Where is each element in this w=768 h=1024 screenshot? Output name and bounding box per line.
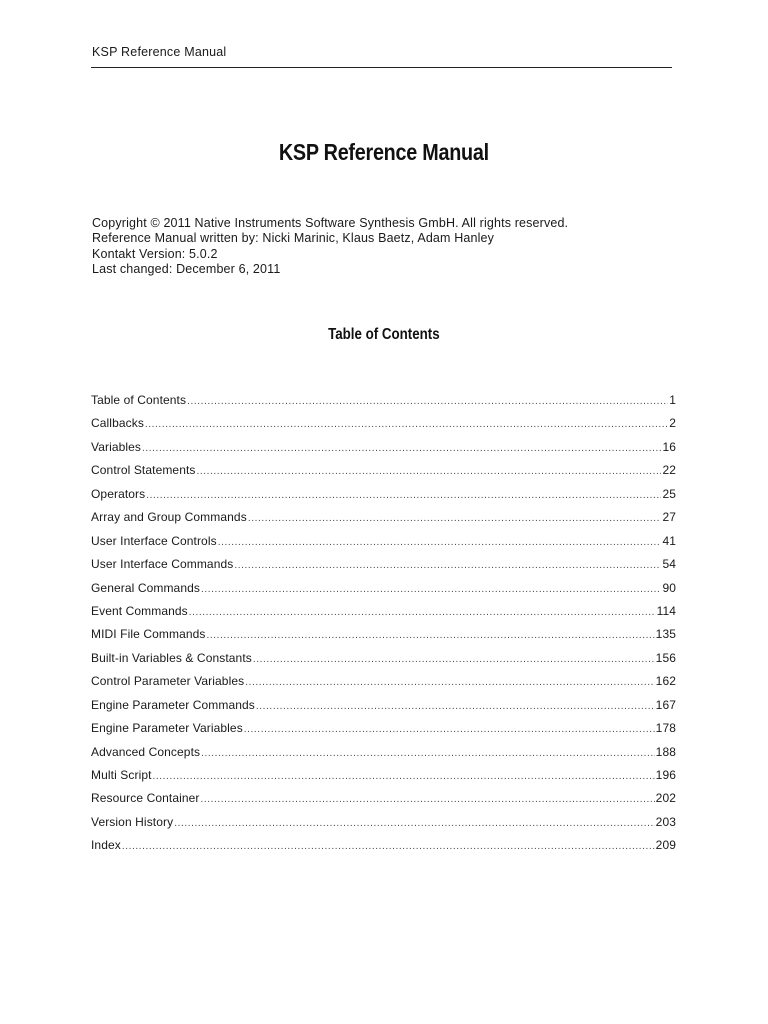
toc-entry-label: Engine Parameter Commands [91,697,255,712]
toc-entry-label: Multi Script [91,768,152,782]
toc-dot-leader [245,677,654,688]
toc-entry-label: Resource Container [91,791,200,806]
toc-entry-user-interface-commands[interactable] [91,557,676,580]
version-line: Kontakt Version: 5.0.2 [92,246,218,261]
toc-dot-leader [234,560,661,571]
toc-dot-leader [153,771,655,782]
toc-dot-leader [174,818,654,829]
toc-dot-leader [122,841,655,852]
toc-entry-page: 167 [655,697,676,712]
toc-entry-page: 27 [662,510,676,525]
toc-entry-multi-script[interactable] [91,768,676,791]
toc-entry-page: 162 [655,674,676,689]
toc-list [91,393,676,862]
toc-dot-leader [218,537,662,548]
toc-entry-page: 22 [662,463,676,478]
toc-entry-engine-parameter-commands[interactable] [91,698,676,721]
toc-entry-control-parameter-variables[interactable] [91,674,676,697]
toc-entry-label: Engine Parameter Variables [91,721,243,736]
toc-entry-advanced-concepts[interactable] [91,745,676,768]
toc-dot-leader [244,724,655,735]
toc-heading: Table of Contents [328,326,440,343]
copyright-line: Copyright © 2011 Native Instruments Software Synthesis GmbH. All rights reserved. [92,216,569,230]
toc-dot-leader [253,654,655,665]
toc-entry-page: 196 [655,768,676,782]
toc-entry-label: User Interface Controls [91,533,217,548]
toc-entry-label: Table of Contents [91,393,187,407]
last-changed-line: Last changed: December 6, 2011 [92,261,281,276]
toc-dot-leader [187,396,668,407]
toc-entry-page: 203 [655,814,676,829]
toc-entry-index[interactable] [91,838,676,861]
toc-dot-leader [201,794,655,805]
toc-dot-leader [197,466,662,477]
toc-dot-leader [256,701,655,712]
toc-dot-leader [248,513,662,524]
toc-entry-page: 135 [655,627,676,642]
toc-entry-control-statements[interactable] [91,463,676,486]
toc-dot-leader [146,490,661,501]
toc-entry-table-of-contents[interactable] [91,393,676,416]
toc-entry-label: Variables [91,439,142,454]
toc-entry-label: Built-in Variables & Constants [91,650,252,665]
toc-entry-page: 209 [655,838,676,853]
toc-entry-page: 54 [662,557,676,572]
toc-entry-callbacks[interactable] [91,416,676,439]
toc-entry-midi-file-commands[interactable] [91,627,676,650]
toc-entry-engine-parameter-variables[interactable] [91,721,676,744]
toc-entry-page: 1 [669,393,676,407]
toc-entry-label: Version History [91,814,174,829]
toc-entry-page: 41 [662,533,676,548]
toc-entry-general-commands[interactable] [91,581,676,604]
toc-entry-label: Advanced Concepts [91,744,201,759]
toc-entry-page: 178 [655,721,676,736]
toc-entry-user-interface-controls[interactable] [91,534,676,557]
toc-dot-leader [142,443,661,454]
toc-dot-leader [201,748,655,759]
toc-dot-leader [201,584,661,595]
toc-entry-label: MIDI File Commands [91,627,206,642]
toc-entry-event-commands[interactable] [91,604,676,627]
toc-entry-label: Control Parameter Variables [91,674,245,689]
toc-entry-resource-container[interactable] [91,791,676,814]
document-meta [92,216,672,277]
toc-entry-page: 188 [655,744,676,759]
toc-dot-leader [145,419,668,430]
toc-entry-page: 16 [662,439,676,454]
toc-entry-label: Index [91,838,121,853]
toc-entry-label: Array and Group Commands [91,510,247,525]
header-divider [91,67,672,68]
toc-entry-version-history[interactable] [91,815,676,838]
toc-entry-label: Callbacks [91,416,144,431]
toc-entry-label: Operators [91,486,146,501]
toc-entry-variables[interactable] [91,440,676,463]
toc-entry-page: 114 [656,603,676,618]
toc-entry-page: 90 [662,580,676,595]
toc-entry-page: 202 [655,791,676,806]
toc-entry-built-in-variables-constants[interactable] [91,651,676,674]
toc-dot-leader [207,630,655,641]
toc-entry-label: Event Commands [91,603,188,618]
toc-entry-operators[interactable] [91,487,676,510]
toc-entry-label: Control Statements [91,463,196,478]
toc-entry-array-and-group-commands[interactable] [91,510,676,533]
toc-entry-label: User Interface Commands [91,557,234,572]
running-header: KSP Reference Manual [92,45,227,59]
toc-entry-label: General Commands [91,580,200,595]
toc-entry-page: 2 [669,416,676,431]
toc-entry-page: 25 [662,486,676,501]
document-title: KSP Reference Manual [278,139,489,165]
toc-entry-page: 156 [655,650,676,665]
authors-line: Reference Manual written by: Nicki Marinic, Klaus Baetz, Adam Hanley [92,231,495,246]
toc-dot-leader [189,607,656,618]
